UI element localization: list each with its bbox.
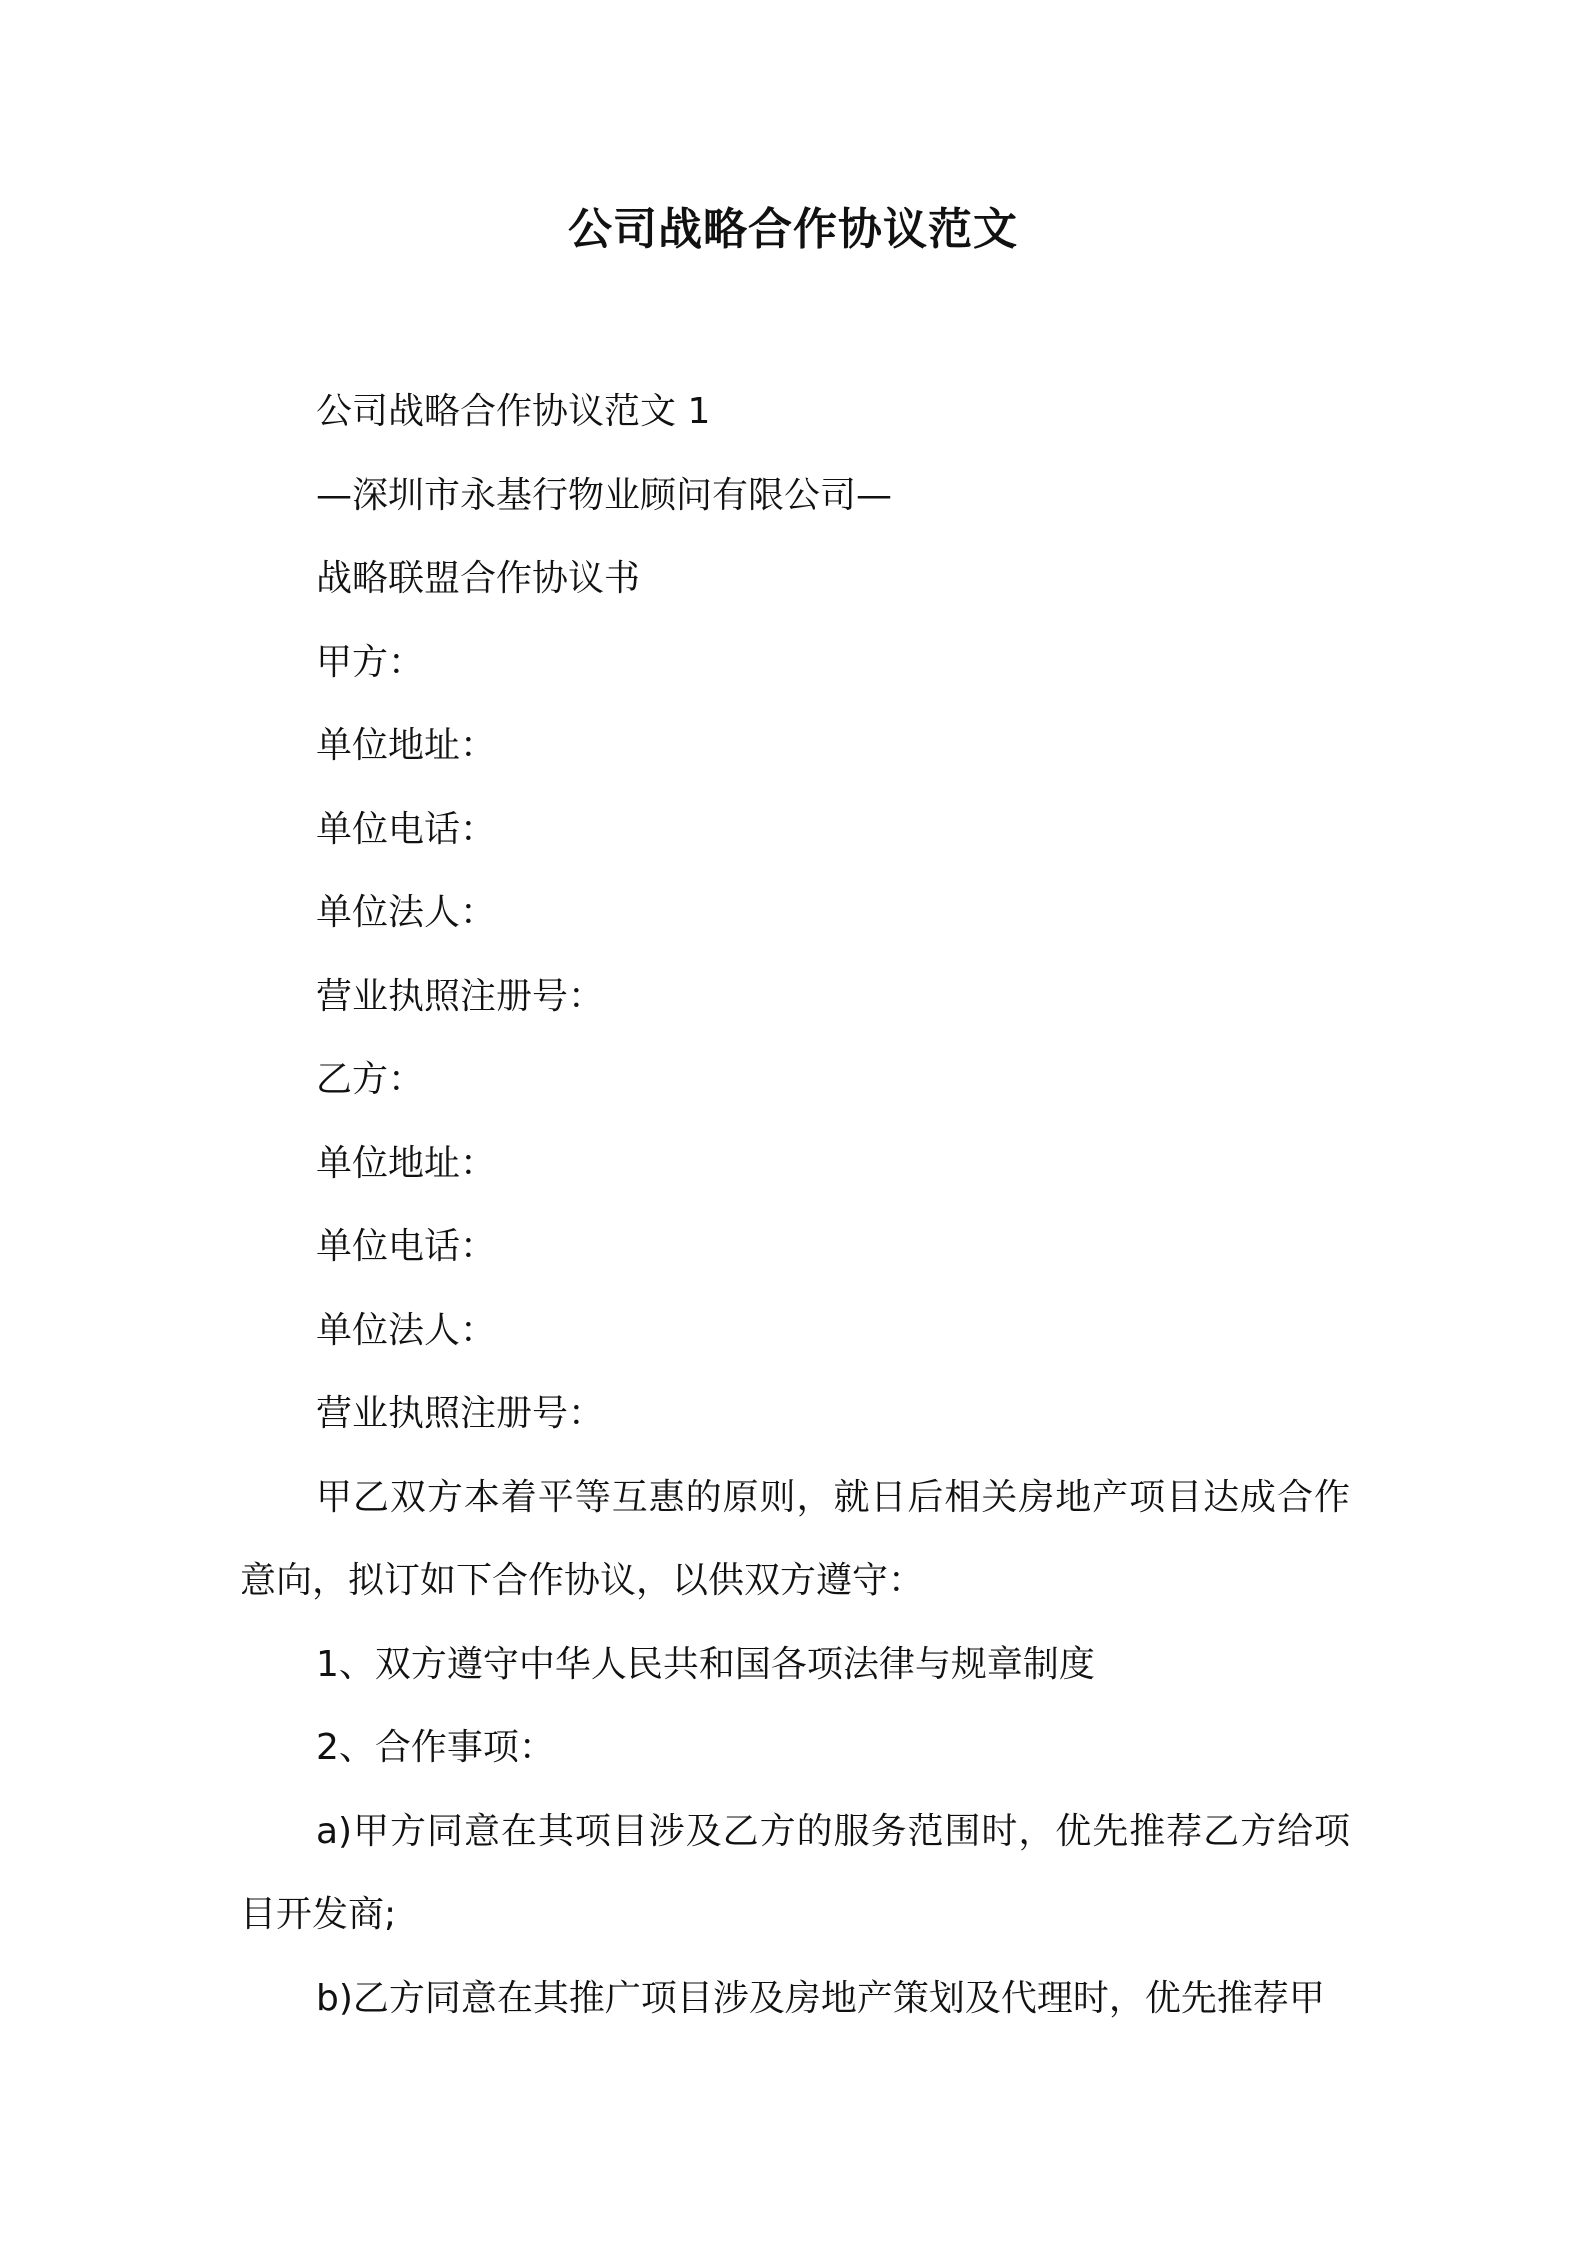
clause-2: 2、合作事项： xyxy=(316,1727,555,1768)
clause-1: 1、双方遵守中华人民共和国各项法律与规章制度 xyxy=(316,1643,1095,1685)
company-line: —深圳市永基行物业顾问有限公司— xyxy=(316,474,893,516)
party-a-license-number: 营业执照注册号： xyxy=(316,975,605,1017)
party-a-phone: 单位电话： xyxy=(316,808,497,850)
document-body xyxy=(240,370,1350,2040)
party-b-address: 单位地址： xyxy=(316,1142,497,1184)
party-a-label: 甲方： xyxy=(316,641,425,683)
party-a-address: 单位地址： xyxy=(316,725,497,766)
agreement-heading: 战略联盟合作协议书 xyxy=(316,558,641,599)
subtitle-line: 公司战略合作协议范文 1 xyxy=(316,391,711,432)
party-b-legal-person: 单位法人： xyxy=(316,1309,497,1351)
party-b-label: 乙方： xyxy=(316,1059,425,1100)
party-a-legal-person: 单位法人： xyxy=(316,892,497,933)
document-title: 公司战略合作协议范文 xyxy=(568,204,1018,255)
clause-2a: a)甲方同意在其项目涉及乙方的服务范围时，优先推荐乙方给项目开发商; xyxy=(240,1810,1350,1935)
party-b-phone: 单位电话： xyxy=(316,1226,497,1267)
party-b-license-number: 营业执照注册号： xyxy=(316,1393,605,1434)
clause-2b: b)乙方同意在其推广项目涉及房地产策划及代理时，优先推荐甲 xyxy=(316,1977,1325,2019)
intro-paragraph: 甲乙双方本着平等互惠的原则，就日后相关房地产项目达成合作意向，拟订如下合作协议，以供双方遵守： xyxy=(240,1476,1350,1601)
